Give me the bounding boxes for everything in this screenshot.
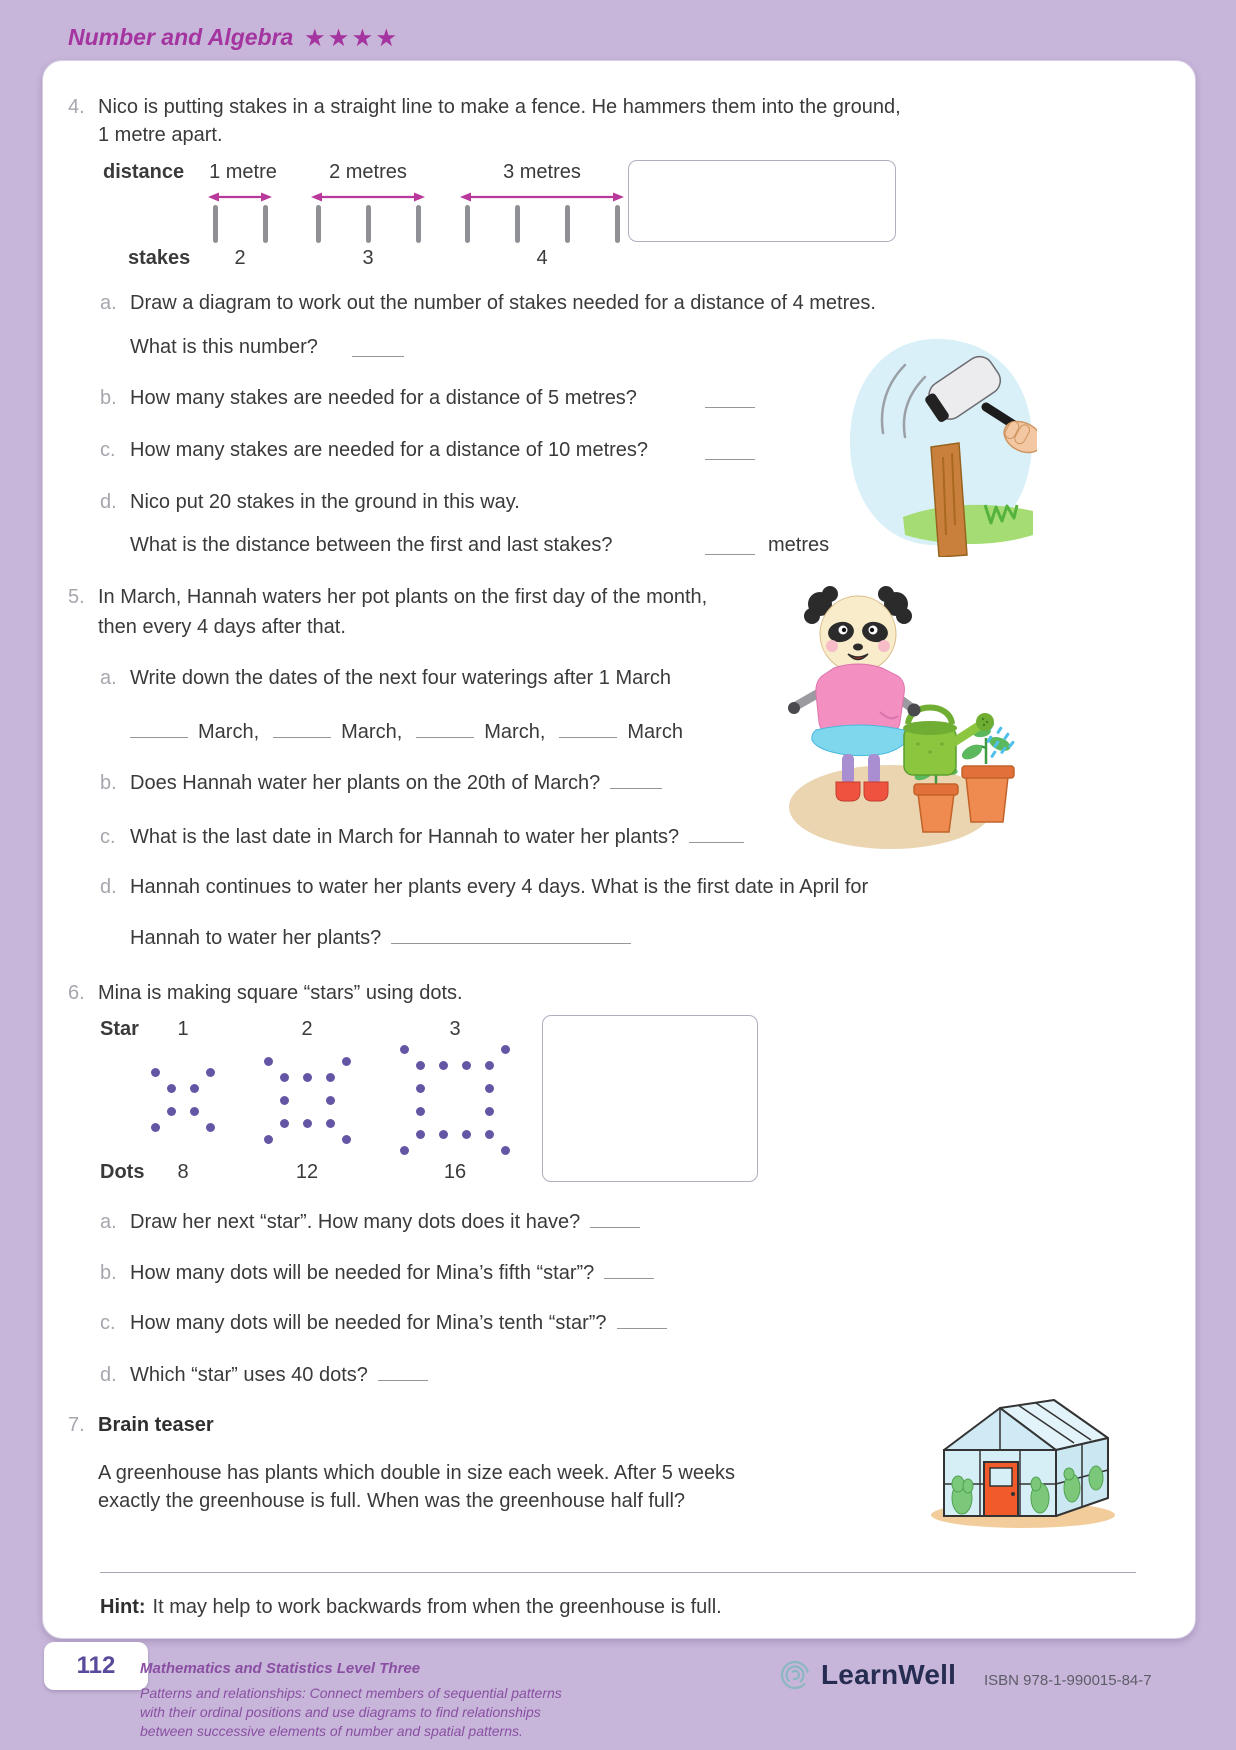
q4-intro-line2: 1 metre apart. (98, 124, 223, 146)
pattern-dot (342, 1135, 351, 1144)
q5c-answer-blank[interactable] (689, 840, 744, 843)
pattern-dot (462, 1130, 471, 1139)
pattern-dot (326, 1096, 335, 1105)
pattern-dot (485, 1107, 494, 1116)
difficulty-stars: ★★★★ (305, 27, 401, 50)
q7-answer-line[interactable] (100, 1556, 1136, 1573)
q5-intro-line2: then every 4 days after that. (98, 616, 346, 638)
stake-mark (615, 205, 620, 243)
panda-watering-illustration (786, 572, 1016, 857)
star2-index: 2 (301, 1018, 313, 1040)
q4-part-d-line2: What is the distance between the first and last stakes? metres (100, 532, 840, 559)
greenhouse-icon (928, 1398, 1122, 1530)
q4-part-a-line1: a. Draw a diagram to work out the number of stakes needed for a distance of 4 metres. (100, 292, 876, 314)
q5a-blank-2[interactable] (273, 735, 331, 738)
page-header (68, 24, 401, 51)
q5-part-c: c. What is the last date in March for Hannah to water her plants? (100, 824, 744, 851)
pattern-dot (280, 1073, 289, 1082)
q6-part-a: a. Draw her next “star”. How many dots does it have? (100, 1209, 640, 1236)
q4b-answer-blank[interactable] (705, 407, 755, 408)
q7-number: 7. (68, 1414, 85, 1436)
q7-line1: A greenhouse has plants which double in size each week. After 5 weeks (98, 1462, 736, 1484)
pattern-dot (151, 1123, 160, 1132)
pattern-dot (264, 1135, 273, 1144)
diagram-distance-label: distance (103, 161, 185, 183)
stake-mark (465, 205, 470, 243)
q6-intro: 6. Mina is making square “stars” using dots. (68, 980, 463, 1007)
q6a-answer-blank[interactable] (590, 1225, 640, 1228)
diagram-group1-count: 2 (234, 247, 246, 269)
stake-mark (213, 205, 218, 243)
pattern-dot (206, 1068, 215, 1077)
curriculum-description: Patterns and relationships: Connect members of sequential patterns with their ordinal positions and use diagrams to find relationships between successive elements of number and spatial patterns. (140, 1685, 562, 1739)
star2-dots-count: 12 (295, 1161, 319, 1183)
pattern-dot (439, 1061, 448, 1070)
star-pattern-1 (151, 1068, 215, 1132)
q5-part-a: a. Write down the dates of the next four waterings after 1 March (100, 667, 672, 689)
pattern-dot (400, 1146, 409, 1155)
q5a-blank-3[interactable] (416, 735, 474, 738)
pattern-dot (206, 1123, 215, 1132)
q6d-answer-blank[interactable] (378, 1378, 428, 1381)
pattern-dot (264, 1057, 273, 1066)
pattern-dot (501, 1146, 510, 1155)
stake-mark (263, 205, 268, 243)
diagram-group1-label: 1 metre (209, 161, 277, 183)
q7-hint-row (100, 1594, 722, 1621)
pattern-dot (416, 1061, 425, 1070)
curriculum-title: Mathematics and Statistics Level Three (140, 1660, 421, 1677)
dots-row-label: Dots (100, 1161, 145, 1183)
q4d-answer-blank[interactable] (705, 554, 755, 555)
q4-part-a-line2: What is this number? (100, 334, 800, 361)
pattern-dot (485, 1061, 494, 1070)
star1-index: 1 (177, 1018, 189, 1040)
pattern-dot (416, 1084, 425, 1093)
pattern-dot (190, 1107, 199, 1116)
diagram-group3-label: 3 metres (503, 161, 581, 183)
stake-mark (316, 205, 321, 243)
hint-label: Hint: (100, 1596, 146, 1618)
pattern-dot (342, 1057, 351, 1066)
distance-arrow (459, 191, 625, 203)
q4-part-c: c. How many stakes are needed for a distance of 10 metres? (100, 437, 820, 464)
isbn-text: ISBN 978-1-990015-84-7 (984, 1672, 1152, 1689)
q5d-answer-blank[interactable] (391, 941, 631, 944)
hammer-icon (845, 335, 1037, 557)
pattern-dot (167, 1084, 176, 1093)
page-title: Number and Algebra (68, 24, 294, 50)
distance-arrow (207, 191, 273, 203)
q7-title-row (68, 1412, 214, 1439)
diagram-group2-count: 3 (362, 247, 374, 269)
greenhouse-illustration (928, 1398, 1122, 1530)
q5-part-b: b. Does Hannah water her plants on the 20th of March? (100, 770, 662, 797)
learnwell-spiral-icon (778, 1658, 812, 1692)
pattern-dot (400, 1045, 409, 1054)
q4c-answer-blank[interactable] (705, 459, 755, 460)
page-number: 112 (76, 1652, 116, 1679)
q7-title: Brain teaser (98, 1414, 214, 1436)
q5b-answer-blank[interactable] (610, 786, 662, 789)
pattern-dot (326, 1119, 335, 1128)
q6-number: 6. (68, 982, 85, 1004)
stake-mark (416, 205, 421, 243)
q6b-answer-blank[interactable] (604, 1276, 654, 1279)
q6c-answer-blank[interactable] (617, 1326, 667, 1329)
q5-number: 5. (68, 586, 85, 608)
q5a-blank-1[interactable] (130, 735, 188, 738)
q5a-blank-4[interactable] (559, 735, 617, 738)
brand-name: LearnWell (821, 1659, 957, 1690)
hint-text: It may help to work backwards from when the greenhouse is full. (152, 1596, 722, 1618)
pattern-dot (485, 1084, 494, 1093)
q5-intro-line1: 5. In March, Hannah waters her pot plants on the first day of the month, (68, 584, 707, 611)
hammer-stake-illustration (845, 335, 1037, 557)
page-number-tab (44, 1642, 148, 1690)
q4a-answer-blank[interactable] (352, 356, 404, 357)
q4d-unit-label: metres (768, 534, 830, 556)
publisher-brand (778, 1658, 956, 1692)
pattern-dot (326, 1073, 335, 1082)
pattern-dot (416, 1107, 425, 1116)
pattern-dot (190, 1084, 199, 1093)
q4-number: 4. (68, 96, 85, 118)
pattern-dot (485, 1130, 494, 1139)
panda-watering-icon (786, 572, 1016, 857)
pattern-dot (303, 1119, 312, 1128)
pattern-dot (501, 1045, 510, 1054)
q6-part-d: d. Which “star” uses 40 dots? (100, 1362, 428, 1389)
stake-mark (515, 205, 520, 243)
q4-diagram-answer-box[interactable] (628, 160, 896, 242)
star-pattern-3 (400, 1045, 510, 1155)
pattern-dot (416, 1130, 425, 1139)
diagram-group2-label: 2 metres (329, 161, 407, 183)
q4-intro-line1: 4. Nico is putting stakes in a straight line to make a fence. He hammers them into the ground, (68, 94, 901, 121)
q6-part-b: b. How many dots will be needed for Mina’s fifth “star”? (100, 1260, 654, 1287)
q5-part-d-line2: Hannah to water her plants? (100, 925, 631, 952)
pattern-dot (151, 1068, 160, 1077)
q4-part-b: b. How many stakes are needed for a distance of 5 metres? (100, 385, 820, 412)
pattern-dot (280, 1119, 289, 1128)
diagram-stakes-label: stakes (128, 247, 191, 269)
star3-dots-count: 16 (443, 1161, 467, 1183)
star3-index: 3 (449, 1018, 461, 1040)
pattern-dot (167, 1107, 176, 1116)
stake-mark (366, 205, 371, 243)
star-pattern-2 (264, 1057, 351, 1144)
pattern-dot (303, 1073, 312, 1082)
q6-draw-answer-box[interactable] (542, 1015, 758, 1182)
pattern-dot (280, 1096, 289, 1105)
pattern-dot (439, 1130, 448, 1139)
q5-part-d-line1: d. Hannah continues to water her plants every 4 days. What is the first date in April for (100, 876, 869, 898)
distance-arrow (310, 191, 426, 203)
stake-mark (565, 205, 570, 243)
star1-dots-count: 8 (177, 1161, 189, 1183)
q7-line2: exactly the greenhouse is full. When was the greenhouse half full? (98, 1490, 686, 1512)
star-row-label: Star (100, 1018, 139, 1040)
diagram-group3-count: 4 (536, 247, 548, 269)
q5a-answer-row: March, March, March, March (130, 719, 683, 746)
pattern-dot (462, 1061, 471, 1070)
q6-part-c: c. How many dots will be needed for Mina’s tenth “star”? (100, 1310, 667, 1337)
q4-part-d-line1: d. Nico put 20 stakes in the ground in this way. (100, 491, 520, 513)
